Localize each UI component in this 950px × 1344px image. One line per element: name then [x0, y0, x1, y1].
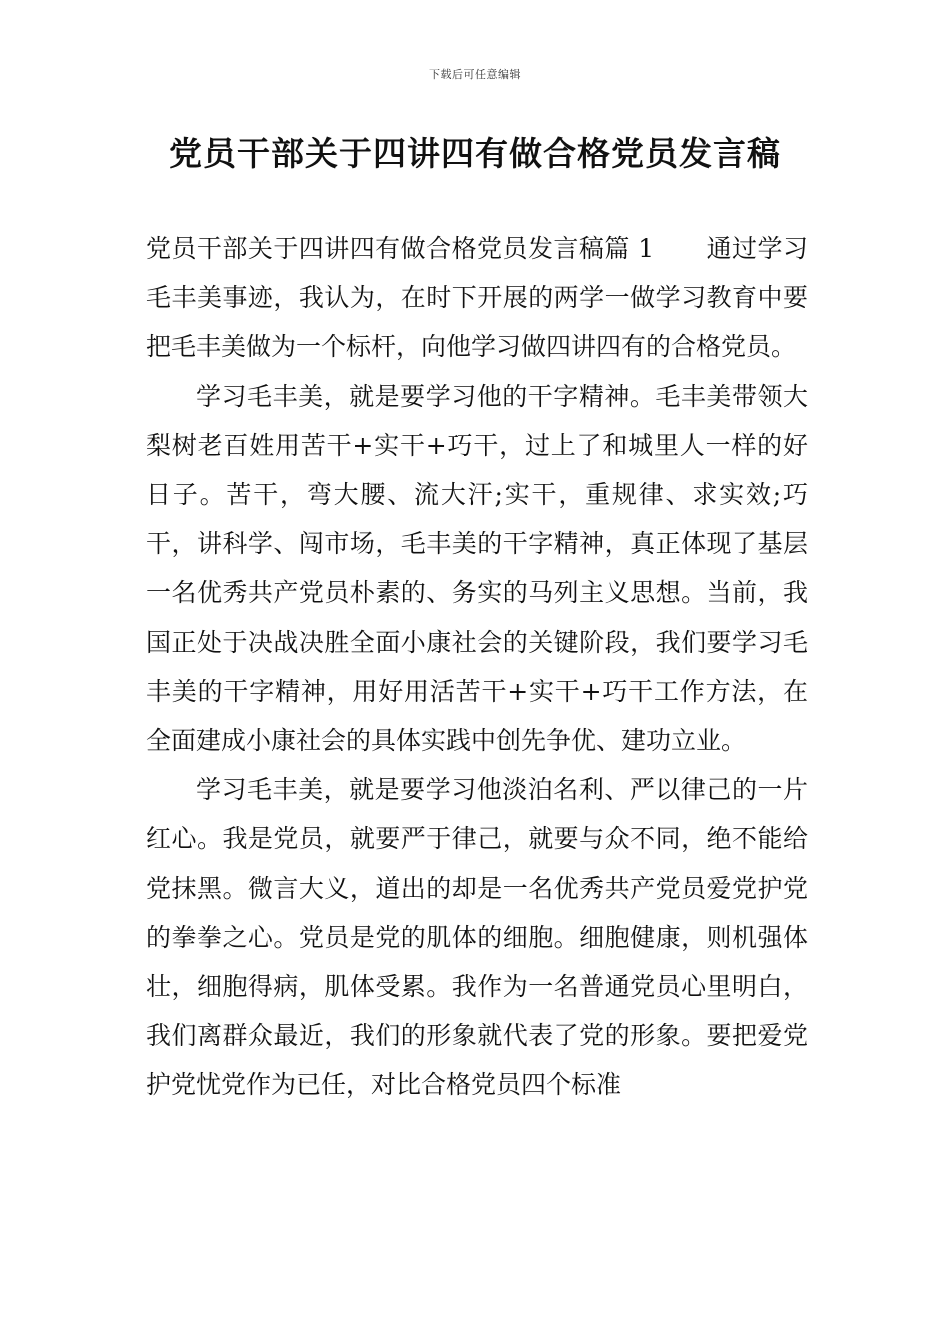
document-title: 党员干部关于四讲四有做合格党员发言稿	[169, 134, 781, 173]
body-paragraph: 学习毛丰美，就是要学习他淡泊名利、严以律己的一片红心。我是党员，就要严于律己，就要与众不同，绝不能给党抹黑。微言大义，道出的却是一名优秀共产党员爱党护党的拳拳之心。党员是党的肌体的细胞。细胞健康，则机强体壮，细胞得病，肌体受累。我作为一名普通党员心里明白，我们离群众最近，我们的形象就代表了党的形象。要把爱党护党忧党作为已任，对比合格党员四个标准	[146, 775, 808, 1100]
lead-text: 通过学习毛丰美事迹，我认为，在时下开展的两学一做学习教育中要把毛丰美做为一个标杆，向他学习做四讲四有的合格党员。	[146, 234, 808, 362]
document-body	[146, 224, 808, 1110]
lead-paragraph	[146, 224, 808, 372]
lead-heading: 党员干部关于四讲四有做合格党员发言稿篇 1	[146, 234, 655, 263]
body-paragraph: 学习毛丰美，就是要学习他的干字精神。毛丰美带领大梨树老百姓用苦干+实干+巧干，过上了和城里人一样的好日子。苦干，弯大腰、流大汗;实干，重规律、求实效;巧干，讲科学、闯市场，毛丰美的干字精神，真正体现了基层一名优秀共产党员朴素的、务实的马列主义思想。当前，我国正处于决战决胜全面小康社会的关键阶段，我们要学习毛丰美的干字精神，用好用活苦干+实干+巧干工作方法，在全面建成小康社会的具体实践中创先争优、建功立业。	[146, 381, 808, 756]
header-note: 下载后可任意编辑	[429, 68, 521, 81]
